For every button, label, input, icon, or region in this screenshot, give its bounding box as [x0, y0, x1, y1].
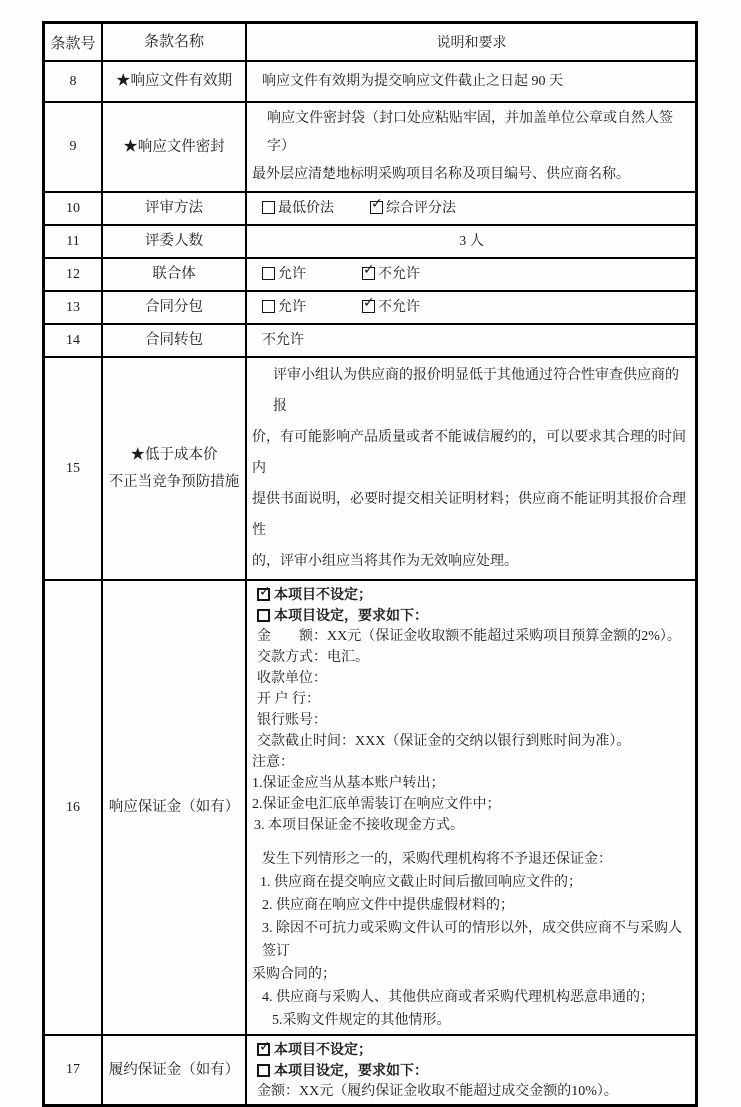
option[interactable] — [262, 297, 306, 318]
table-row — [45, 581, 695, 1036]
table-row — [45, 226, 695, 259]
checkbox-line — [252, 605, 691, 626]
clause-description-cell — [247, 259, 695, 290]
text-line: 响应文件密封袋（封口处应粘贴牢固，并加盖单位公章或自然人签字） — [267, 111, 673, 154]
text-line: 3. 本项目保证金不接收现金方式。 — [254, 818, 464, 833]
clause-name-cell — [103, 193, 247, 224]
clauses-table — [42, 21, 698, 1107]
clause-name-line: ★响应文件密封 — [123, 138, 225, 155]
clause-name-line: ★响应文件有效期 — [116, 73, 232, 89]
option-label: 不允许 — [378, 267, 420, 282]
checkbox-line — [252, 1039, 691, 1060]
clause-name-line: 合同分包 — [145, 299, 203, 315]
text-line: 最外层应清楚地标明采购项目名称及项目编号、供应商名称。 — [252, 167, 630, 182]
clause-number-cell: 12 — [45, 259, 103, 290]
clause-description-cell — [247, 292, 695, 323]
clause-name-cell — [103, 292, 247, 323]
text-line: 价，有可能影响产品质量或者不能诚信履约的，可以要求其合理的时间内 — [252, 430, 686, 476]
table-row — [45, 292, 695, 325]
clause-number-cell: 14 — [45, 325, 103, 356]
text-line: 金额：XX元（履约保证金收取不能超过成交金额的10%）。 — [257, 1084, 618, 1099]
checkbox-line-label: 本项目设定，要求如下： — [274, 1062, 428, 1078]
checkbox-line-label: 本项目设定，要求如下： — [274, 607, 428, 623]
text-line: 交款截止时间：XXX（保证金的交纳以银行到账时间为准）。 — [257, 734, 631, 749]
option-label: 综合评分法 — [386, 201, 456, 216]
option[interactable] — [362, 297, 420, 318]
clause-description-cell — [247, 226, 695, 257]
table-row — [45, 193, 695, 226]
header-clause-name: 条款名称 — [103, 24, 247, 60]
clause-name-cell — [103, 358, 247, 579]
text-line: 银行账号： — [257, 713, 327, 728]
clause-description-cell — [247, 103, 695, 191]
options-line — [252, 198, 691, 219]
clause-description-cell — [247, 325, 695, 356]
clause-name-cell — [103, 103, 247, 191]
checkbox-checked-icon[interactable] — [362, 300, 375, 313]
text-line: 开 户 行： — [257, 692, 320, 707]
clause-number-cell: 8 — [45, 62, 103, 101]
text-line: 评审小组认为供应商的报价明显低于其他通过符合性审查供应商的报 — [273, 368, 679, 414]
checkbox-line-label: 本项目不设定； — [274, 586, 372, 602]
clause-description-cell — [247, 62, 695, 101]
table-row — [45, 358, 695, 581]
checkbox-checked-icon[interactable] — [362, 267, 375, 280]
clause-name-cell — [103, 325, 247, 356]
checkbox-checked-icon[interactable] — [257, 1043, 270, 1056]
text-line: 收款单位： — [257, 671, 327, 686]
checkbox-checked-icon[interactable] — [370, 201, 383, 214]
text-line: 不允许 — [262, 333, 304, 348]
clause-number-cell: 11 — [45, 226, 103, 257]
clause-name-line: 评委人数 — [145, 233, 203, 249]
clause-name-cell — [103, 259, 247, 290]
checkbox-unchecked-icon[interactable] — [257, 1064, 270, 1077]
clause-name-cell — [103, 1036, 247, 1104]
table-row — [45, 103, 695, 193]
checkbox-unchecked-icon[interactable] — [262, 300, 275, 313]
option-label: 允许 — [278, 300, 306, 315]
text-line: 2. 供应商在响应文件中提供虚假材料的； — [262, 898, 514, 913]
clause-description-cell — [247, 358, 695, 579]
clause-name-line: 合同转包 — [145, 332, 203, 348]
table-row — [45, 259, 695, 292]
clause-number-cell: 17 — [45, 1036, 103, 1104]
clause-number-cell: 16 — [45, 581, 103, 1034]
clause-number-cell: 9 — [45, 103, 103, 191]
checkbox-line-label: 本项目不设定； — [274, 1041, 372, 1057]
text-line: 响应文件有效期为提交响应文件截止之日起 90 天 — [262, 74, 563, 89]
clause-description-cell — [247, 1036, 695, 1104]
table-row — [45, 325, 695, 358]
option[interactable] — [262, 198, 334, 219]
options-line — [252, 297, 691, 318]
checkbox-line — [252, 584, 691, 605]
option[interactable] — [370, 198, 456, 219]
checkbox-unchecked-icon[interactable] — [257, 609, 270, 622]
clause-number-cell: 13 — [45, 292, 103, 323]
text-line: 1. 供应商在提交响应文截止时间后撤回响应文件的； — [260, 875, 582, 890]
clause-name-line: ★低于成本价 — [130, 446, 218, 463]
clause-description-cell — [247, 581, 695, 1034]
header-description: 说明和要求 — [436, 36, 507, 51]
text-line: 3. 除因不可抗力或采购文件认可的情形以外，成交供应商不与采购人签订 — [262, 921, 682, 959]
clause-number-cell: 15 — [45, 358, 103, 579]
header-clause-number: 条款号 — [45, 24, 103, 60]
clause-name-line: 响应保证金（如有） — [108, 799, 240, 815]
option-label: 允许 — [278, 267, 306, 282]
table-header-row — [45, 24, 695, 62]
text-line: 交款方式：电汇。 — [257, 650, 369, 665]
clause-name-line: 不正当竞争预防措施 — [108, 473, 240, 490]
option[interactable] — [362, 264, 420, 285]
option-label: 最低价法 — [278, 201, 334, 216]
checkbox-line — [252, 1060, 691, 1081]
options-line — [252, 264, 691, 285]
text-line: 发生下列情形之一的，采购代理机构将不予退还保证金： — [262, 852, 612, 867]
clause-name-line: 联合体 — [152, 266, 196, 282]
text-line: 5.采购文件规定的其他情形。 — [272, 1013, 451, 1028]
clause-name-cell — [103, 62, 247, 101]
text-line: 金 额：XX元（保证金收取额不能超过采购项目预算金额的2%）。 — [257, 629, 681, 644]
spacer — [252, 836, 691, 848]
text-line: 1.保证金应当从基本账户转出； — [252, 776, 445, 791]
clause-name-line: 评审方法 — [145, 200, 203, 216]
checkbox-unchecked-icon[interactable] — [262, 267, 275, 280]
table-body — [45, 62, 695, 1104]
checkbox-unchecked-icon[interactable] — [262, 201, 275, 214]
text-line: 4. 供应商与采购人、其他供应商或者采购代理机构恶意串通的； — [262, 990, 654, 1005]
option[interactable] — [262, 264, 306, 285]
option-label: 不允许 — [378, 300, 420, 315]
text-line: 2.保证金电汇底单需装订在响应文件中； — [252, 797, 501, 812]
text-line: 提供书面说明，必要时提交相关证明材料；供应商不能证明其报价合理性 — [252, 492, 686, 538]
text-line: 注意： — [252, 755, 294, 770]
clause-name-cell — [103, 581, 247, 1034]
table-row — [45, 1036, 695, 1104]
clause-description-cell — [247, 193, 695, 224]
text-line: 的，评审小组应当将其作为无效响应处理。 — [252, 554, 518, 569]
centered-text: 3 人 — [459, 234, 484, 249]
checkbox-checked-icon[interactable] — [257, 588, 270, 601]
clause-name-line: 履约保证金（如有） — [108, 1061, 240, 1078]
clause-number-cell: 10 — [45, 193, 103, 224]
table-row — [45, 62, 695, 103]
text-line: 采购合同的； — [252, 967, 336, 982]
clause-name-cell — [103, 226, 247, 257]
